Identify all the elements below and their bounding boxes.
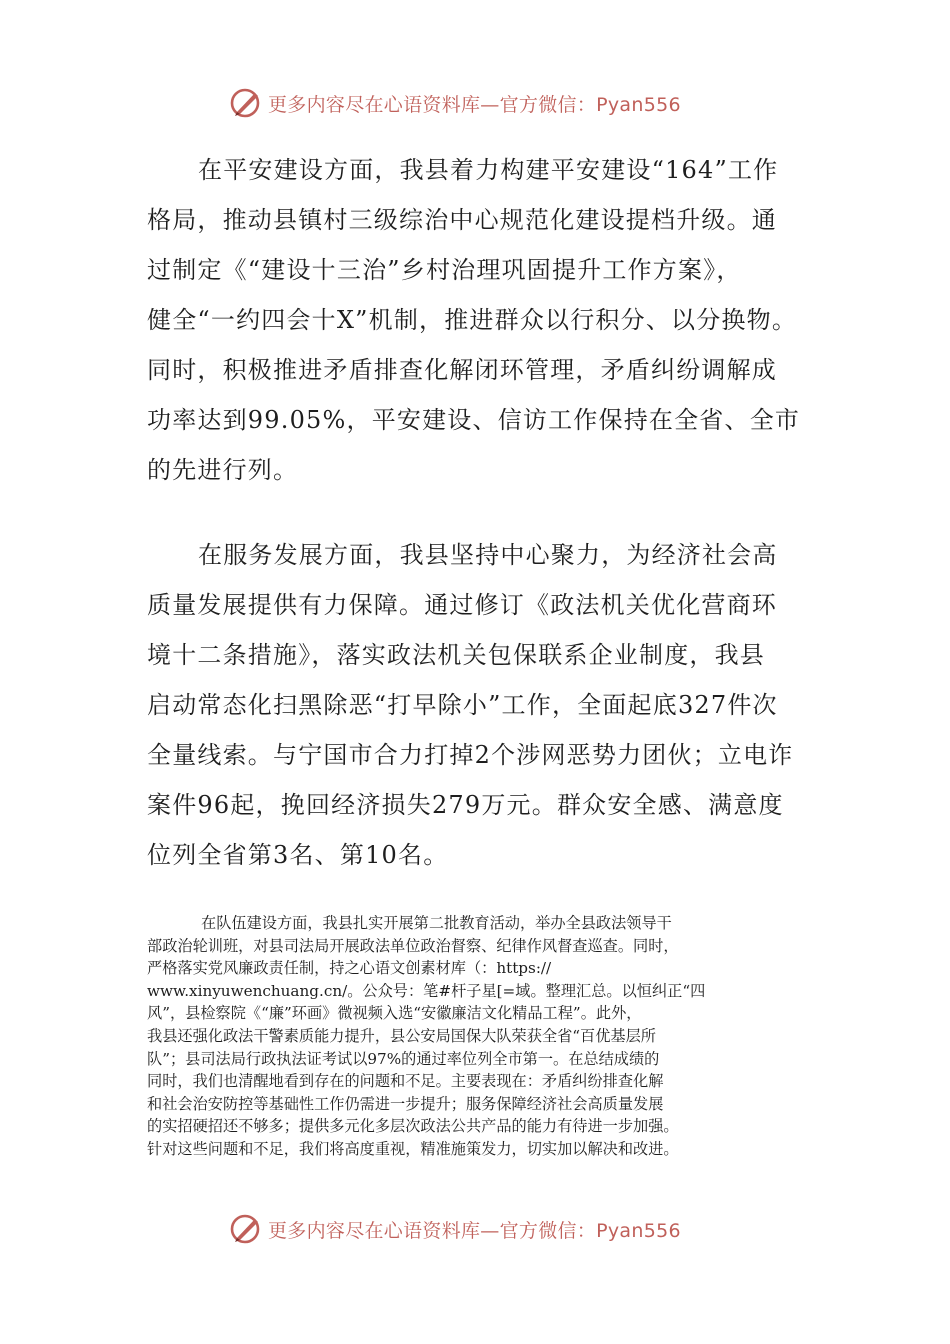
text-line: 格局，推动县镇村三级综治中心规范化建设提档升级。通	[147, 206, 777, 234]
pen-logo-icon	[228, 1211, 264, 1247]
text-line: 部政治轮训班，对县司法局开展政法单位政治督察、纪律作风督查巡查。同时，	[147, 936, 679, 955]
text-line: 和社会治安防控等基础性工作仍需进一步提升；服务保障经济社会高质量发展	[147, 1094, 664, 1113]
text-line: 全量线索。与宁国市合力打掉2个涉网恶势力团伙；立电诈	[147, 741, 794, 769]
text-line: 队”；县司法局行政执法证考试以97%的通过率位列全市第一。在总结成绩的	[147, 1049, 660, 1068]
text-line: 的实招硬招还不够多；提供多元化多层次政法公共产品的能力有待进一步加强。	[147, 1117, 679, 1136]
text-line: 风”，县检察院《“廉”环画》微视频入选“安徽廉洁文化精品工程”。此外，	[147, 1004, 642, 1023]
text-line: 针对这些问题和不足，我们将高度重视，精准施策发力，切实加以解决和改进。	[147, 1139, 679, 1158]
paragraph-team-building	[147, 912, 807, 1161]
text-line: 健全“一约四会十X”机制，推进群众以行积分、以分换物。	[147, 306, 798, 334]
text-line: 同时，积极推进矛盾排查化解闭环管理，矛盾纠纷调解成	[147, 356, 777, 384]
text-line: 质量发展提供有力保障。通过修订《政法机关优化营商环	[147, 591, 777, 619]
text-line: 严格落实党风廉政责任制，持之心语文创素材库（：https://	[147, 959, 552, 978]
text-line: www.xinyuwenchuang.cn/。公众号：笔#杆子星[=域。整理汇总。以恒纠正“四	[147, 981, 706, 1000]
banner-text: 更多内容尽在心语资料库—官方微信：Pyan556	[268, 1219, 681, 1242]
text-line: 在服务发展方面，我县坚持中心聚力，为经济社会高	[198, 541, 778, 569]
pen-logo-icon	[228, 85, 264, 121]
text-line: 位列全省第3名、第10名。	[147, 841, 449, 869]
text-line: 案件96起，挽回经济损失279万元。群众安全感、满意度	[147, 791, 784, 819]
wechat-id: Pyan556	[596, 93, 681, 116]
text-line: 的先进行列。	[147, 456, 299, 484]
text-line: 启动常态化扫黑除恶“打早除小”工作，全面起底327件次	[147, 691, 778, 719]
footer-watermark-banner	[228, 1209, 681, 1249]
text-line: 过制定《“建设十三治”乡村治理巩固提升工作方案》，	[147, 256, 742, 284]
text-line: 在平安建设方面，我县着力构建平安建设“164”工作	[198, 156, 779, 184]
text-line: 在队伍建设方面，我县扎实开展第二批教育活动，举办全县政法领导干	[201, 914, 672, 932]
banner-text: 更多内容尽在心语资料库—官方微信：Pyan556	[268, 93, 681, 116]
text-line: 我县还强化政法干警素质能力提升，县公安局国保大队荣获全省“百优基层所	[147, 1026, 656, 1045]
text-line: 境十二条措施》，落实政法机关包保联系企业制度，我县	[147, 641, 765, 669]
text-line: 功率达到99.05%，平安建设、信访工作保持在全省、全市	[147, 406, 801, 434]
wechat-id: Pyan556	[596, 1219, 681, 1242]
header-watermark-banner	[228, 83, 681, 123]
text-line: 同时，我们也清醒地看到存在的问题和不足。主要表现在：矛盾纠纷排查化解	[147, 1072, 664, 1091]
